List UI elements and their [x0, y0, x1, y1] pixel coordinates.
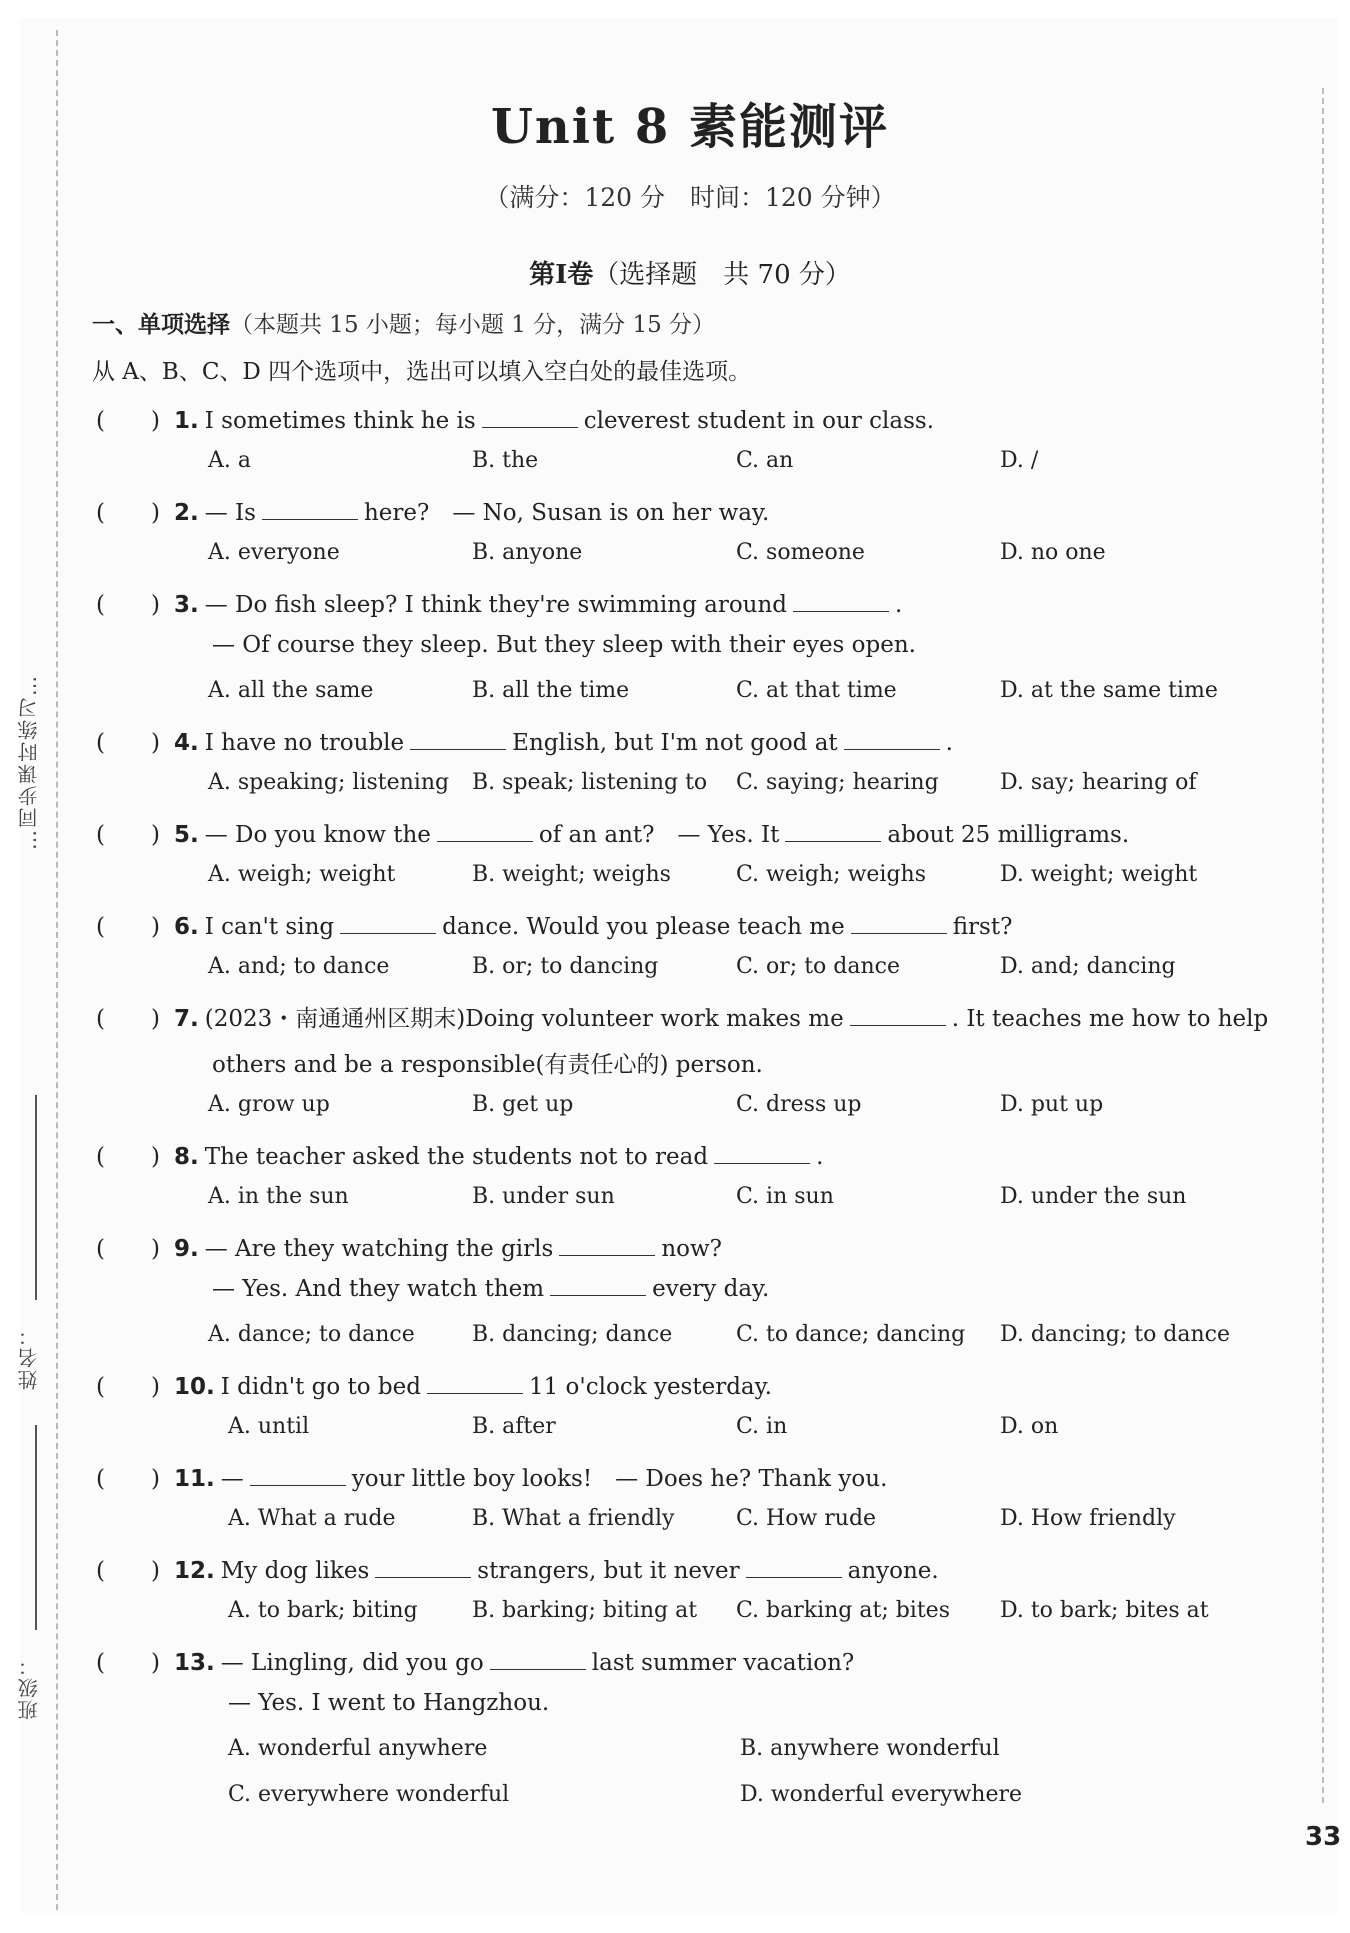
answer-blank[interactable]	[550, 1277, 646, 1296]
answer-bracket[interactable]: ( )	[96, 592, 160, 618]
option-c[interactable]: C. in sun	[736, 1184, 834, 1209]
option-c[interactable]: C. an	[736, 448, 794, 473]
question-number: 10.	[174, 1374, 215, 1400]
question-4-text-2: English, but I'm not good at	[512, 730, 838, 756]
option-a[interactable]: A. all the same	[208, 678, 374, 703]
question-7-text-1: (2023・南通通州区期末)Doing volunteer work makes me	[204, 1006, 844, 1032]
answer-blank[interactable]	[851, 915, 947, 934]
question-9	[96, 1230, 722, 1263]
option-c[interactable]: C. to dance; dancing	[736, 1322, 966, 1347]
question-number: 12.	[174, 1558, 215, 1584]
question-number: 1.	[174, 408, 199, 434]
answer-blank[interactable]	[793, 593, 889, 612]
option-a[interactable]: A. What a rude	[228, 1506, 396, 1531]
class-line	[35, 1425, 37, 1630]
answer-blank[interactable]	[714, 1145, 810, 1164]
question-9-text-2: now?	[661, 1236, 722, 1262]
option-a[interactable]: A. and; to dance	[208, 954, 390, 979]
option-a[interactable]: A. weigh; weight	[208, 862, 396, 887]
option-d[interactable]: D. no one	[1000, 540, 1106, 565]
question-4	[96, 724, 953, 757]
question-5-text-3: about 25 milligrams.	[887, 822, 1130, 848]
question-8	[96, 1138, 823, 1171]
option-a[interactable]: A. wonderful anywhere	[228, 1736, 488, 1761]
answer-bracket[interactable]: ( )	[96, 822, 160, 848]
question-number: 6.	[174, 914, 199, 940]
part-heading	[0, 254, 1350, 291]
option-c[interactable]: C. How rude	[736, 1506, 877, 1531]
question-12-text-1: My dog likes	[220, 1558, 370, 1584]
option-d[interactable]: D. say; hearing of	[1000, 770, 1197, 795]
question-10-text-1: I didn't go to bed	[220, 1374, 421, 1400]
answer-blank[interactable]	[482, 409, 578, 428]
question-13-text-1: — Lingling, did you go	[220, 1650, 484, 1676]
option-b[interactable]: B. the	[472, 448, 539, 473]
answer-blank[interactable]	[340, 915, 436, 934]
question-number: 7.	[174, 1006, 199, 1032]
option-a[interactable]: A. to bark; biting	[228, 1598, 418, 1623]
option-b[interactable]: B. anyone	[472, 540, 583, 565]
answer-blank[interactable]	[490, 1651, 586, 1670]
question-13	[96, 1644, 854, 1677]
option-b[interactable]: B. weight; weighs	[472, 862, 671, 887]
option-d[interactable]: D. to bark; bites at	[1000, 1598, 1209, 1623]
answer-bracket[interactable]: ( )	[96, 1006, 160, 1032]
option-b[interactable]: B. What a friendly	[472, 1506, 675, 1531]
option-d[interactable]: D. and; dancing	[1000, 954, 1176, 979]
answer-blank[interactable]	[559, 1237, 655, 1256]
question-number: 2.	[174, 500, 199, 526]
section-heading	[92, 306, 715, 339]
side-top-text: …同步课时练习…	[17, 674, 41, 850]
option-a[interactable]: A. everyone	[208, 540, 340, 565]
option-c[interactable]: C. everywhere wonderful	[228, 1782, 510, 1807]
name-label: 姓名：	[17, 1324, 41, 1390]
question-4-text-3: .	[945, 730, 953, 756]
question-1	[96, 402, 934, 435]
question-5-text-2: of an ant? — Yes. It	[538, 822, 780, 848]
name-line	[35, 1095, 37, 1300]
option-c[interactable]: C. saying; hearing	[736, 770, 939, 795]
question-6-text-2: dance. Would you please teach me	[442, 914, 845, 940]
part-note: （选择题 共 70 分）	[593, 260, 851, 290]
question-1-text-1: I sometimes think he is	[204, 408, 476, 434]
question-12-text-3: anyone.	[847, 1558, 939, 1584]
answer-blank[interactable]	[262, 501, 358, 520]
question-5	[96, 816, 1129, 849]
answer-blank[interactable]	[844, 731, 940, 750]
answer-blank[interactable]	[850, 1007, 946, 1026]
answer-blank[interactable]	[410, 731, 506, 750]
question-number: 3.	[174, 592, 199, 618]
page-title: Unit 8 素能测评	[491, 99, 889, 155]
option-d[interactable]: D. put up	[1000, 1092, 1104, 1117]
answer-blank[interactable]	[437, 823, 533, 842]
answer-bracket[interactable]: ( )	[96, 914, 160, 940]
question-6	[96, 908, 1012, 941]
question-2-text-2: here? — No, Susan is on her way.	[363, 500, 770, 526]
question-11-text-1: —	[220, 1466, 244, 1492]
answer-bracket[interactable]: ( )	[96, 1558, 160, 1584]
question-number: 13.	[174, 1650, 215, 1676]
question-9-text-1: — Are they watching the girls	[204, 1236, 554, 1262]
option-a[interactable]: A. in the sun	[208, 1184, 349, 1209]
binding-dashed-line	[56, 30, 58, 1910]
question-number: 11.	[174, 1466, 215, 1492]
question-13-text-2: last summer vacation?	[591, 1650, 855, 1676]
question-5-text-1: — Do you know the	[204, 822, 431, 848]
question-3-text-2: .	[895, 592, 903, 618]
option-d[interactable]: D. weight; weight	[1000, 862, 1198, 887]
option-c[interactable]: C. weigh; weighs	[736, 862, 927, 887]
option-a[interactable]: A. a	[208, 448, 251, 473]
answer-blank[interactable]	[746, 1559, 842, 1578]
class-label: 班级：	[17, 1654, 41, 1720]
question-4-text-1: I have no trouble	[204, 730, 405, 756]
option-a[interactable]: A. grow up	[208, 1092, 330, 1117]
answer-bracket[interactable]: ( )	[96, 1144, 160, 1170]
question-2-text-1: — Is	[204, 500, 256, 526]
question-9-line-2-text-2: every day.	[652, 1276, 770, 1302]
section-title: 一、单项选择	[92, 312, 230, 338]
option-b[interactable]: B. dancing; dance	[472, 1322, 673, 1347]
option-c[interactable]: C. someone	[736, 540, 865, 565]
answer-bracket[interactable]: ( )	[96, 1374, 160, 1400]
question-9-line-2-text-1: — Yes. And they watch them	[212, 1276, 545, 1302]
part-title: 第Ⅰ卷	[529, 260, 594, 290]
option-d[interactable]: D. dancing; to dance	[1000, 1322, 1231, 1347]
option-c[interactable]: C. in	[736, 1414, 788, 1439]
question-number: 4.	[174, 730, 199, 756]
option-a[interactable]: A. dance; to dance	[208, 1322, 415, 1347]
option-b[interactable]: B. or; to dancing	[472, 954, 659, 979]
option-c[interactable]: C. or; to dance	[736, 954, 900, 979]
question-7	[96, 1000, 1268, 1033]
question-2	[96, 494, 769, 527]
option-b[interactable]: B. speak; listening to	[472, 770, 708, 795]
option-b[interactable]: B. after	[472, 1414, 556, 1439]
answer-bracket[interactable]: ( )	[96, 1650, 160, 1676]
page-number: 33	[1305, 1822, 1342, 1852]
question-3-line-2: — Of course they sleep. But they sleep with their eyes open.	[212, 632, 916, 658]
answer-blank[interactable]	[375, 1559, 471, 1578]
score-time-info: （满分：120 分 时间：120 分钟）	[484, 183, 896, 212]
option-c[interactable]: C. barking at; bites	[736, 1598, 950, 1623]
option-d[interactable]: D. under the sun	[1000, 1184, 1187, 1209]
question-10	[96, 1368, 772, 1401]
option-b[interactable]: B. get up	[472, 1092, 574, 1117]
option-c[interactable]: C. dress up	[736, 1092, 862, 1117]
answer-bracket[interactable]: ( )	[96, 500, 160, 526]
section-instruction: 从 A、B、C、D 四个选项中，选出可以填入空白处的最佳选项。	[92, 359, 752, 385]
answer-bracket[interactable]: ( )	[96, 1466, 160, 1492]
question-number: 8.	[174, 1144, 199, 1170]
option-b[interactable]: B. anywhere wonderful	[740, 1736, 1000, 1761]
option-d[interactable]: D. /	[1000, 448, 1039, 473]
question-8-text-1: The teacher asked the students not to read	[204, 1144, 709, 1170]
option-a[interactable]: A. speaking; listening	[208, 770, 450, 795]
option-c[interactable]: C. at that time	[736, 678, 897, 703]
question-11	[96, 1460, 887, 1493]
option-b[interactable]: B. all the time	[472, 678, 630, 703]
option-d[interactable]: D. on	[1000, 1414, 1059, 1439]
option-b[interactable]: B. under sun	[472, 1184, 615, 1209]
margin-dashed-line	[1322, 88, 1324, 1803]
question-6-text-1: I can't sing	[204, 914, 335, 940]
question-13-line-2: — Yes. I went to Hangzhou.	[228, 1690, 550, 1716]
question-12-text-2: strangers, but it never	[477, 1558, 740, 1584]
question-8-text-2: .	[816, 1144, 824, 1170]
answer-bracket[interactable]: ( )	[96, 730, 160, 756]
question-11-text-2: your little boy looks! — Does he? Thank you.	[351, 1466, 888, 1492]
question-3-text-1: — Do fish sleep? I think they're swimming around	[204, 592, 788, 618]
question-number: 5.	[174, 822, 199, 848]
section-note: （本题共 15 小题；每小题 1 分，满分 15 分）	[230, 312, 716, 338]
answer-bracket[interactable]: ( )	[96, 1236, 160, 1262]
option-d[interactable]: D. wonderful everywhere	[740, 1782, 1023, 1807]
answer-blank[interactable]	[785, 823, 881, 842]
answer-bracket[interactable]: ( )	[96, 408, 160, 434]
option-d[interactable]: D. at the same time	[1000, 678, 1218, 703]
question-7-text-2: . It teaches me how to help	[951, 1006, 1269, 1032]
question-number: 9.	[174, 1236, 199, 1262]
question-1-text-2: cleverest student in our class.	[583, 408, 935, 434]
question-10-text-2: 11 o'clock yesterday.	[528, 1374, 772, 1400]
option-d[interactable]: D. How friendly	[1000, 1506, 1176, 1531]
question-6-text-3: first?	[952, 914, 1013, 940]
answer-blank[interactable]	[427, 1375, 523, 1394]
question-3	[96, 586, 902, 619]
answer-blank[interactable]	[250, 1467, 346, 1486]
question-12	[96, 1552, 939, 1585]
option-a[interactable]: A. until	[228, 1414, 310, 1439]
option-b[interactable]: B. barking; biting at	[472, 1598, 698, 1623]
question-9-line-2	[212, 1276, 769, 1302]
question-7-line-2: others and be a responsible(有责任心的) person.	[212, 1052, 763, 1078]
